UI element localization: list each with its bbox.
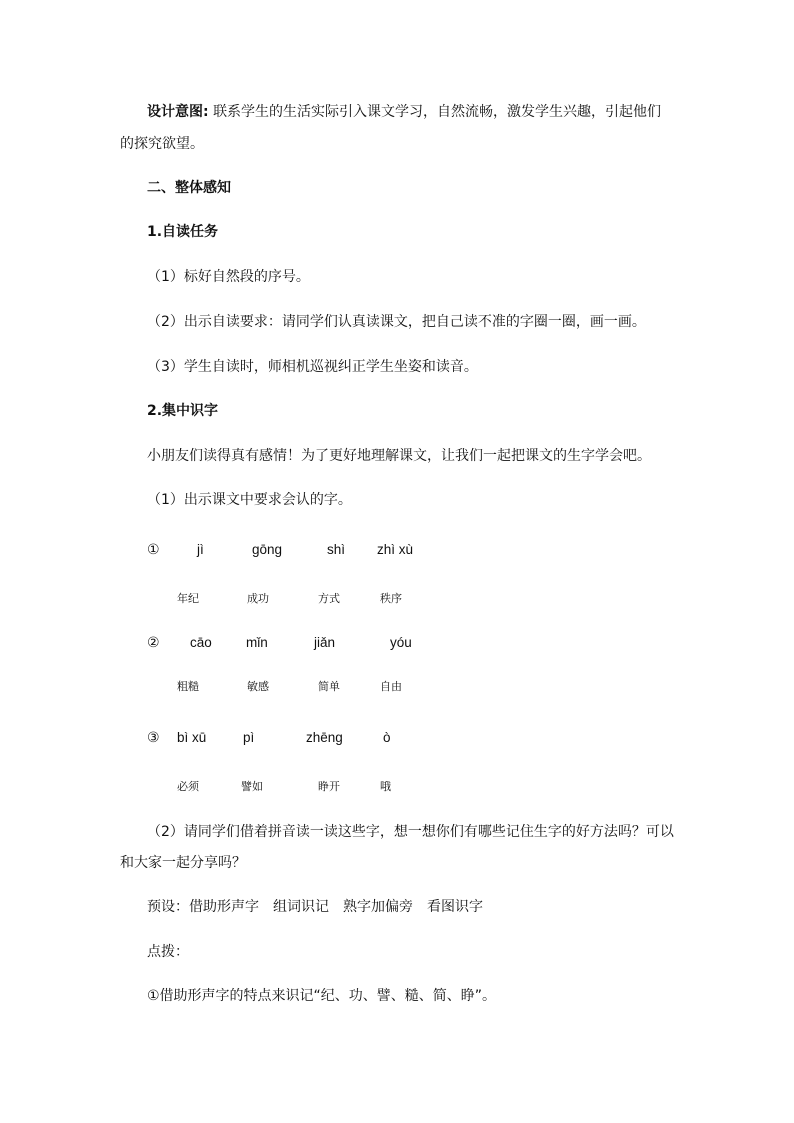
design-intent-line-2: 的探究欲望。 bbox=[120, 136, 204, 152]
design-intent-label: 设计意图: bbox=[147, 104, 209, 120]
group-number: ① bbox=[147, 542, 160, 558]
vocab-word: 简单 bbox=[318, 680, 340, 693]
group-number: ③ bbox=[147, 730, 160, 746]
vocab-word: 秩序 bbox=[380, 592, 402, 605]
pinyin: bì xū bbox=[177, 730, 207, 745]
pinyin: zhì xù bbox=[377, 542, 414, 557]
design-intent-line-1 bbox=[147, 102, 661, 122]
design-intent-text: 联系学生的生活实际引入课文学习，自然流畅，激发学生兴趣，引起他们 bbox=[213, 104, 662, 120]
pinyin: shì bbox=[327, 542, 346, 557]
subsection-title-self-reading: 1.自读任务 bbox=[147, 224, 219, 240]
pinyin: yóu bbox=[390, 635, 412, 650]
vocab-word: 自由 bbox=[380, 680, 402, 693]
vocab-word: 睁开 bbox=[318, 780, 340, 793]
pinyin: ò bbox=[383, 730, 391, 745]
vocab-word: 敏感 bbox=[247, 680, 269, 693]
task-item: （2）出示自读要求：请同学们认真读课文，把自己读不准的字圈一圈，画一画。 bbox=[147, 314, 646, 330]
pinyin: jì bbox=[197, 542, 204, 557]
step2-line-2: 和大家一起分享吗？ bbox=[120, 855, 246, 871]
task-item: （1）标好自然段的序号。 bbox=[147, 269, 310, 285]
vocab-word: 譬如 bbox=[241, 780, 263, 793]
vocab-word: 方式 bbox=[318, 592, 340, 605]
vocab-word: 成功 bbox=[247, 592, 269, 605]
pinyin: mǐn bbox=[246, 635, 268, 650]
preset-methods: 预设：借助形声字 组词识记 熟字加偏旁 看图识字 bbox=[147, 899, 483, 915]
pinyin: gōng bbox=[252, 542, 283, 557]
subsection-title-character-learning: 2.集中识字 bbox=[147, 403, 219, 419]
vocab-word: 哦 bbox=[380, 780, 391, 793]
group-number: ② bbox=[147, 635, 160, 651]
vocab-word: 年纪 bbox=[177, 592, 199, 605]
step1-text: （1）出示课文中要求会认的字。 bbox=[147, 492, 352, 508]
step2-line-1: （2）请同学们借着拼音读一读这些字，想一想你们有哪些记住生字的好方法吗？可以 bbox=[147, 824, 674, 840]
vocab-word: 粗糙 bbox=[177, 680, 199, 693]
guide-item: ①借助形声字的特点来识记“纪、功、譬、糙、简、睁”。 bbox=[147, 988, 497, 1004]
vocab-word: 必须 bbox=[177, 780, 199, 793]
intro-paragraph: 小朋友们读得真有感情！为了更好地理解课文，让我们一起把课文的生字学会吧。 bbox=[147, 448, 651, 464]
pinyin: pì bbox=[243, 730, 255, 745]
task-item: （3）学生自读时，师相机巡视纠正学生坐姿和读音。 bbox=[147, 359, 478, 375]
pinyin: zhēng bbox=[306, 730, 343, 745]
pinyin: jiǎn bbox=[314, 635, 336, 650]
section-title-overall-perception: 二、整体感知 bbox=[147, 180, 231, 196]
guide-label: 点拨： bbox=[147, 944, 189, 960]
pinyin: cāo bbox=[190, 635, 212, 650]
